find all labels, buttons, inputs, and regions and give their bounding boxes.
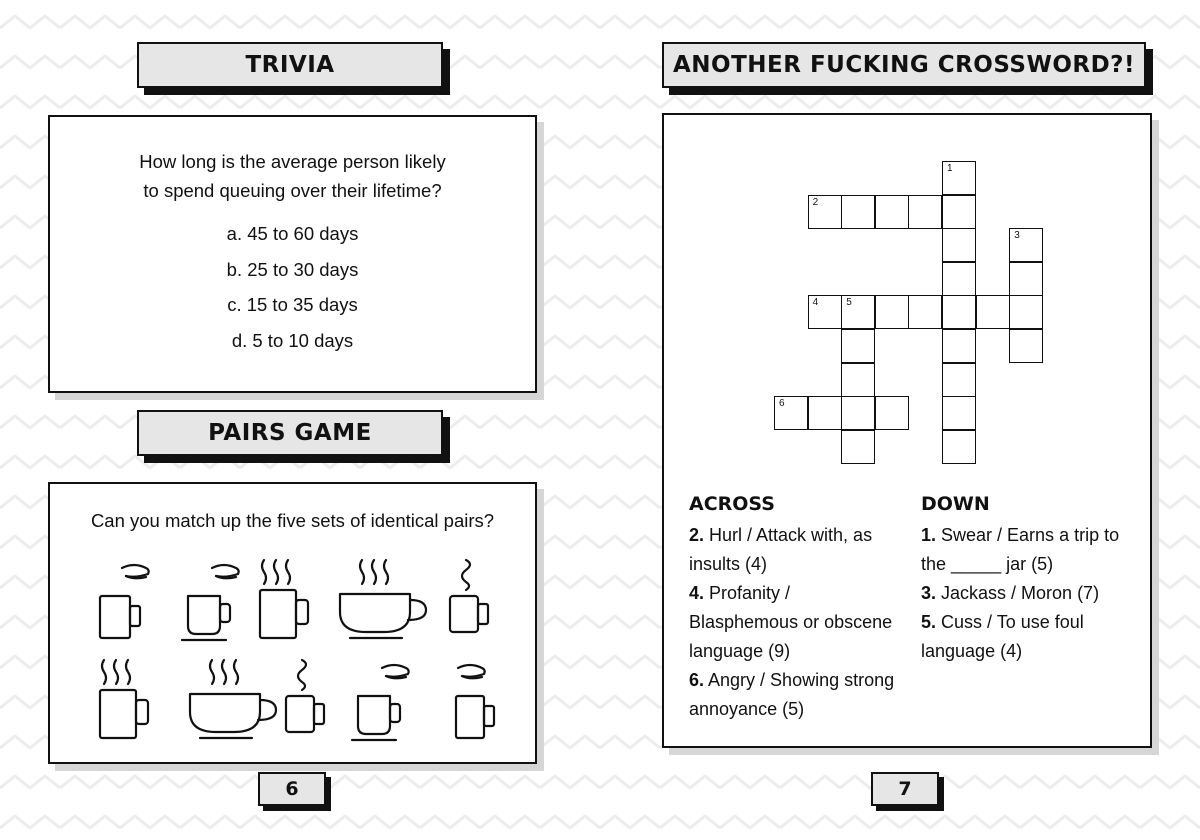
crossword-cell xyxy=(942,396,976,430)
crossword-cell xyxy=(976,295,1010,329)
bowl-cup-steam-icon xyxy=(190,660,276,738)
trivia-title: TRIVIA xyxy=(137,42,443,88)
across-heading: ACROSS xyxy=(689,493,775,515)
page-number-left: 6 xyxy=(258,772,326,806)
down-clues: 1. Swear / Earns a trip to the _____ jar (5) 3. Jackass / Moron (7) 5. Cuss / To use foul language (4) xyxy=(921,521,1141,666)
pairs-panel xyxy=(48,482,537,764)
crossword-cell xyxy=(875,195,909,229)
cup-saucer-wavy-steam-icon xyxy=(182,565,239,640)
crossword-cell xyxy=(841,295,875,329)
trivia-option-d: d. 5 to 10 days xyxy=(231,330,354,351)
clue-number: 3 xyxy=(1014,230,1020,242)
clue-number: 2 xyxy=(812,196,819,208)
page-number-right: 7 xyxy=(871,772,939,806)
crossword-cell xyxy=(908,295,942,329)
mug-swirl-steam-icon xyxy=(286,660,324,732)
crossword-cell xyxy=(942,195,976,229)
crossword-cell xyxy=(1009,228,1043,262)
crossword-title: ANOTHER FUCKING CROSSWORD?! xyxy=(662,42,1146,88)
crossword-cell xyxy=(841,363,875,397)
trivia-option-a: a. 45 to 60 days xyxy=(226,223,359,244)
crossword-cell xyxy=(908,195,942,229)
crossword-cell xyxy=(875,396,909,430)
clue-number: 1 xyxy=(947,163,953,174)
crossword-cell xyxy=(808,396,842,430)
mug-wavy-steam-icon xyxy=(100,565,149,638)
across-clues: 2. Hurl / Attack with, as insults (4) 4. Profanity / Blasphemous or obscene language (9) 6. Angry / Showing strong annoyance (5) xyxy=(689,521,909,724)
crossword-cell xyxy=(875,295,909,329)
clue-across-2: 2. Hurl / Attack with, as xyxy=(689,525,873,545)
clue-number: 5 xyxy=(846,297,852,309)
crossword-cell xyxy=(841,430,875,464)
clue-down-5: 5. Cuss / To use foul xyxy=(921,612,1084,632)
crossword-cell xyxy=(841,195,875,229)
trivia-option-c: c. 15 to 35 days xyxy=(227,294,358,315)
crossword-cell xyxy=(1009,329,1043,363)
trivia-question: How long is the average person likely to spend queuing over their lifetime? xyxy=(139,151,446,201)
mug-swirl-steam-icon xyxy=(450,560,488,632)
down-heading: DOWN xyxy=(921,493,990,515)
crossword-cell xyxy=(1009,295,1043,329)
crossword-panel xyxy=(662,113,1152,748)
crossword-cell xyxy=(1009,262,1043,296)
bowl-cup-steam-icon xyxy=(340,560,426,638)
clue-across-6: 6. Angry / Showing strong xyxy=(689,670,895,690)
pairs-question: Can you match up the five sets of identical pairs? xyxy=(90,510,495,531)
tall-mug-steam-icon xyxy=(100,660,148,738)
clue-down-1: 1. Swear / Earns a trip to xyxy=(921,525,1120,545)
clue-number: 4 xyxy=(812,297,819,309)
crossword-cell xyxy=(942,161,976,195)
crossword-cell xyxy=(942,228,976,262)
cup-saucer-wavy-steam-icon xyxy=(352,665,409,740)
crossword-cell xyxy=(808,195,842,229)
clue-number: 6 xyxy=(779,398,785,410)
pairs-icons xyxy=(50,484,539,766)
crossword-cell xyxy=(808,295,842,329)
crossword-cell xyxy=(841,396,875,430)
crossword-cell xyxy=(942,262,976,296)
mug-wavy-steam-icon xyxy=(456,665,494,738)
tall-mug-steam-icon xyxy=(260,560,308,638)
crossword-cell xyxy=(942,430,976,464)
crossword-cell xyxy=(774,396,808,430)
crossword-cell xyxy=(841,329,875,363)
crossword-cell xyxy=(942,329,976,363)
crossword-cell xyxy=(942,363,976,397)
pairs-title: PAIRS GAME xyxy=(137,410,443,456)
trivia-panel xyxy=(48,115,537,393)
crossword-cell xyxy=(942,295,976,329)
clue-across-4: 4. Profanity / xyxy=(689,583,791,603)
clue-down-3: 3. Jackass / Moron (7) xyxy=(921,583,1100,603)
trivia-option-b: b. 25 to 30 days xyxy=(226,259,359,280)
